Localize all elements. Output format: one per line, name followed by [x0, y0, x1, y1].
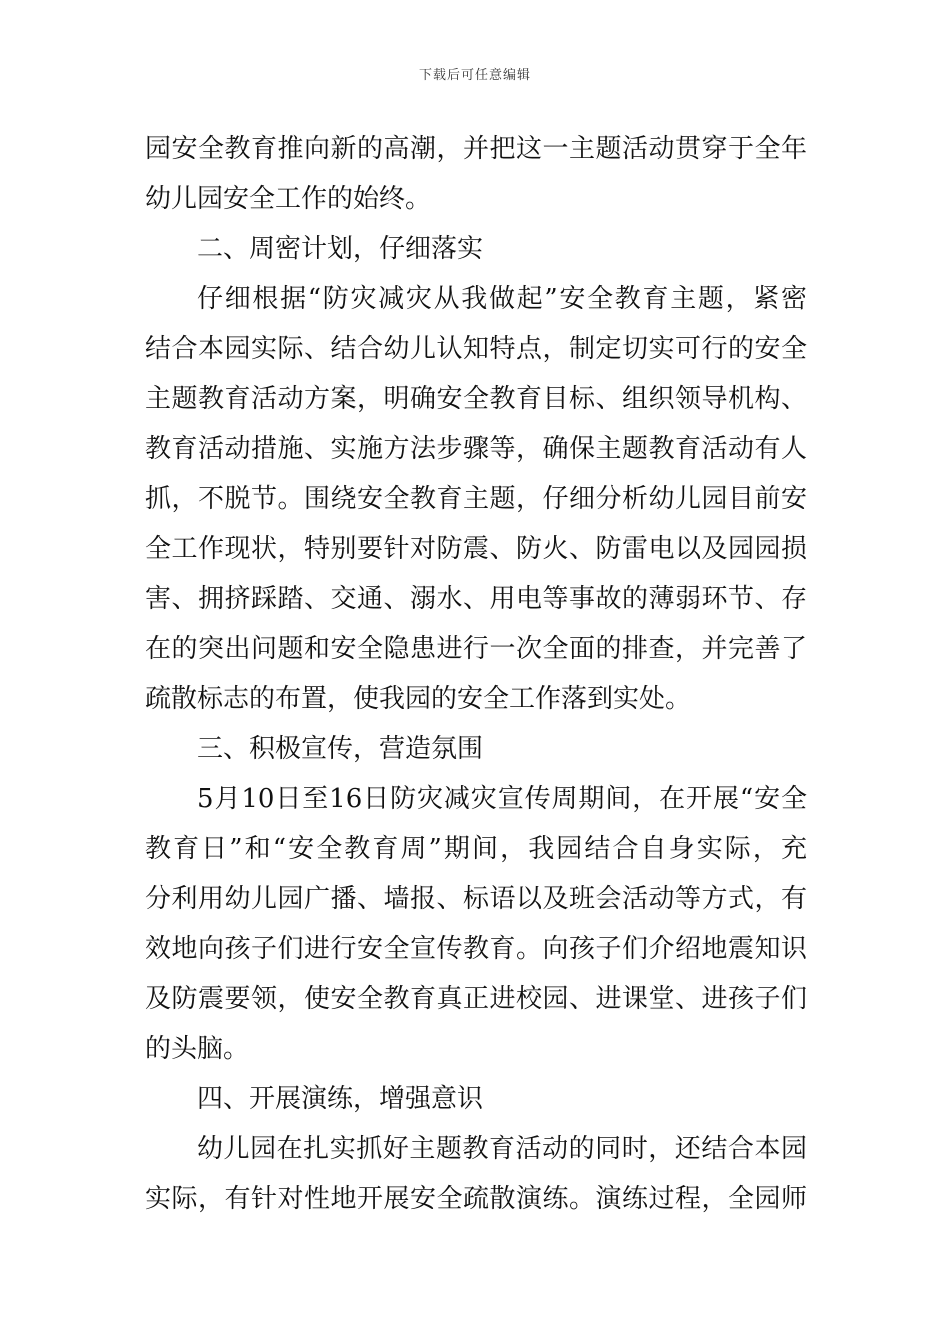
text-line: 教育活动措施、实施方法步骤等，确保主题教育活动有人: [145, 434, 807, 464]
text-line: 教育日”和“安全教育周”期间，我园结合自身实际，充: [145, 834, 807, 864]
text-line: 在的突出问题和安全隐患进行一次全面的排查，并完善了: [145, 634, 807, 664]
text-line: 幼儿园在扎实抓好主题教育活动的同时，还结合本园: [197, 1134, 807, 1164]
text-line: 害、拥挤踩踏、交通、溺水、用电等事故的薄弱环节、存: [145, 584, 807, 614]
text-line: 全工作现状，特别要针对防震、防火、防雷电以及园园损: [145, 534, 807, 564]
text-line: 主题教育活动方案，明确安全教育目标、组织领导机构、: [145, 384, 807, 414]
text-line: 仔细根据“防灾减灾从我做起”安全教育主题，紧密: [197, 284, 807, 314]
text-line: 疏散标志的布置，使我园的安全工作落到实处。: [145, 684, 692, 714]
text-line: 的头脑。: [145, 1034, 250, 1064]
text-line: 及防震要领，使安全教育真正进校园、进课堂、进孩子们: [145, 984, 807, 1014]
text-line: 抓，不脱节。围绕安全教育主题，仔细分析幼儿园目前安: [145, 484, 807, 514]
text-line: 园安全教育推向新的高潮，并把这一主题活动贯穿于全年: [145, 134, 807, 164]
text-line: 结合本园实际、结合幼儿认知特点，制定切实可行的安全: [145, 334, 807, 364]
text-line: 实际，有针对性地开展安全疏散演练。演练过程，全园师: [145, 1184, 807, 1214]
text-line: 幼儿园安全工作的始终。: [145, 184, 432, 214]
text-line: 效地向孩子们进行安全宣传教育。向孩子们介绍地震知识: [145, 934, 807, 964]
text-line: 分利用幼儿园广播、墙报、标语以及班会活动等方式，有: [145, 884, 807, 914]
section-heading: 四、开展演练，增强意识: [197, 1084, 484, 1114]
document-body: [145, 124, 807, 1224]
section-heading: 三、积极宣传，营造氛围: [197, 734, 484, 764]
section-heading: 二、周密计划，仔细落实: [197, 234, 484, 264]
page-header-note: 下载后可任意编辑: [418, 68, 531, 83]
text-line: 5月10日至16日防灾减灾宣传周期间，在开展“安全: [197, 784, 807, 814]
